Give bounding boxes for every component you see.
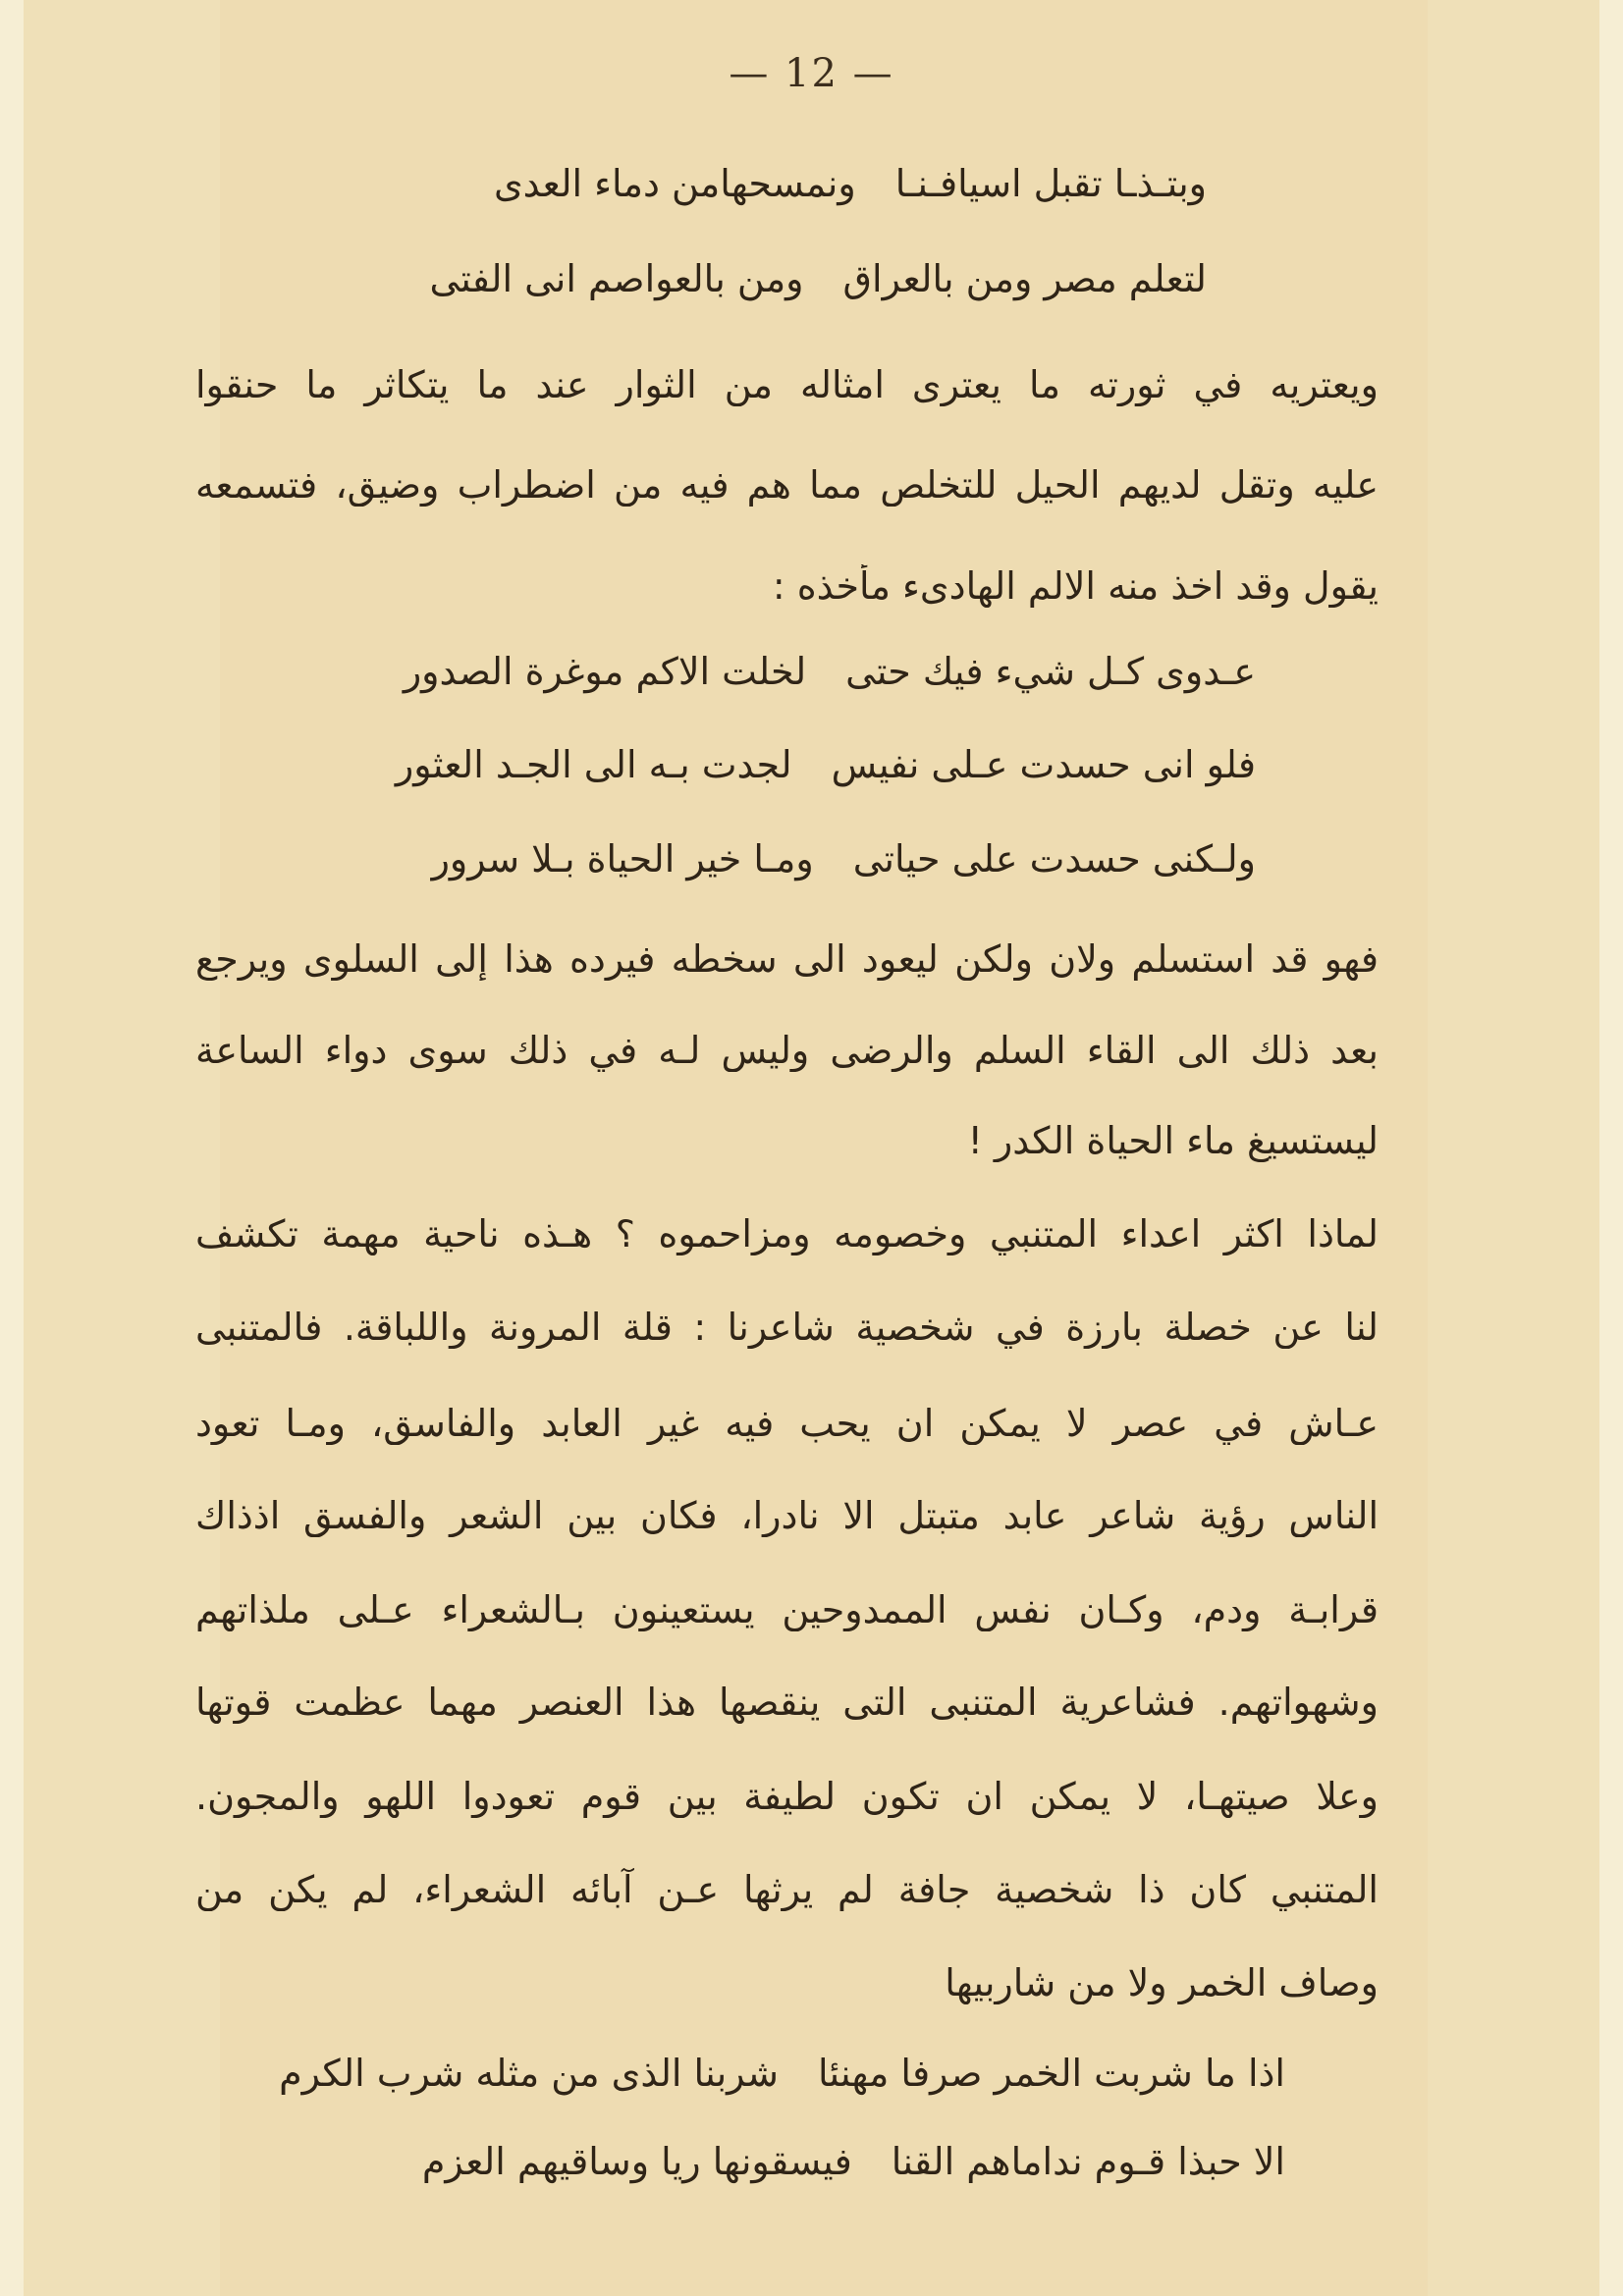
- verse-second-hemistich: لجدت بـه الى الجـد العثور: [395, 743, 792, 786]
- verse-first-hemistich: وبتـذـا تقبل اسيافـنـا: [894, 162, 1207, 205]
- verse-line: [396, 743, 1256, 786]
- paragraph-line: فهو قد استسلم ولان ولكن ليعود الى سخطه فيرده هذا إلى السلوى ويرجع: [195, 937, 1379, 981]
- verse-second-hemistich: شربنا الذى من مثله شرب الكرم: [279, 2052, 779, 2095]
- verse-line: [494, 162, 1207, 205]
- verse-line: [422, 2140, 1285, 2183]
- paragraph-line: يقول وقد اخذ منه الالم الهادىء مأخذه :: [772, 564, 1379, 608]
- verse-second-hemistich: ومن بالعواصم انى الفتى: [429, 257, 804, 300]
- verse-second-hemistich: ونمسحهامن دماء العدى: [493, 162, 856, 205]
- paragraph-line: ليستسيغ ماء الحياة الكدر !: [967, 1119, 1379, 1162]
- verse-first-hemistich: فلو انى حسدت عـلى نفيس: [831, 743, 1256, 786]
- paragraph-line: قرابـة ودم، وكـان نفس الممدوحين يستعينون بـالشعراء عـلى ملذاتهم: [195, 1588, 1379, 1631]
- verse-first-hemistich: اذا ما شربت الخمر صرفا مهنئا: [817, 2052, 1285, 2095]
- verse-line: [404, 650, 1256, 693]
- paragraph-line: عـاش في عصر لا يمكن ان يحب فيه غير العابد والفاسق، ومـا تعود: [195, 1402, 1379, 1445]
- verse-second-hemistich: فيسقونها ريا وساقيهم العزم: [421, 2140, 852, 2183]
- verse-first-hemistich: ولـكنى حسدت على حياتى: [852, 837, 1256, 881]
- paragraph-line: الناس رؤية شاعر عابد متبتل الا نادرا، فكان بين الشعر والفسق اذذاك: [195, 1494, 1379, 1537]
- verse-line: [432, 837, 1256, 881]
- paragraph-line: لماذا اكثر اعداء المتنبي وخصومه ومزاحموه ؟ هـذه ناحية مهمة تكشف: [195, 1212, 1379, 1255]
- paragraph-line: وعلا صيتهـا، لا يمكن ان تكون لطيفة بين قوم تعودوا اللهو والمجون.: [195, 1775, 1379, 1818]
- verse-line: [430, 257, 1207, 300]
- page-number: — 12 —: [729, 51, 894, 96]
- paragraph-line: المتنبي كان ذا شخصية جافة لم يرثها عـن آبائه الشعراء، لم يكن من: [195, 1868, 1379, 1911]
- verse-second-hemistich: ومـا خير الحياة بـلا سرور: [431, 837, 814, 881]
- paragraph-line: بعد ذلك الى القاء السلم والرضى وليس لـه في ذلك سوى دواء الساعة: [195, 1029, 1379, 1072]
- paragraph-line: عليه وتقل لديهم الحيل للتخلص مما هم فيه من اضطراب وضيق، فتسمعه: [195, 463, 1379, 507]
- verse-line: [279, 2052, 1285, 2095]
- paragraph-line: لنا عن خصلة بارزة في شخصية شاعرنا : قلة المرونة واللباقة. فالمتنبى: [195, 1306, 1379, 1349]
- verse-first-hemistich: الا حبذا قـوم نداماهم القنا: [891, 2140, 1285, 2183]
- verse-first-hemistich: لتعلم مصر ومن بالعراق: [842, 257, 1207, 300]
- verse-first-hemistich: عـدوى كـل شيء فيك حتى: [845, 650, 1256, 693]
- paragraph-line: وصاف الخمر ولا من شاربيها: [945, 1961, 1379, 2004]
- verse-second-hemistich: لخلت الاكم موغرة الصدور: [403, 650, 807, 693]
- paragraph-line: ويعتريه في ثورته ما يعترى امثاله من الثوار عند ما يتكاثر ما حنقوا: [195, 363, 1379, 406]
- paragraph-line: وشهواتهم. فشاعرية المتنبى التى ينقصها هذا العنصر مهما عظمت قوتها: [195, 1681, 1379, 1724]
